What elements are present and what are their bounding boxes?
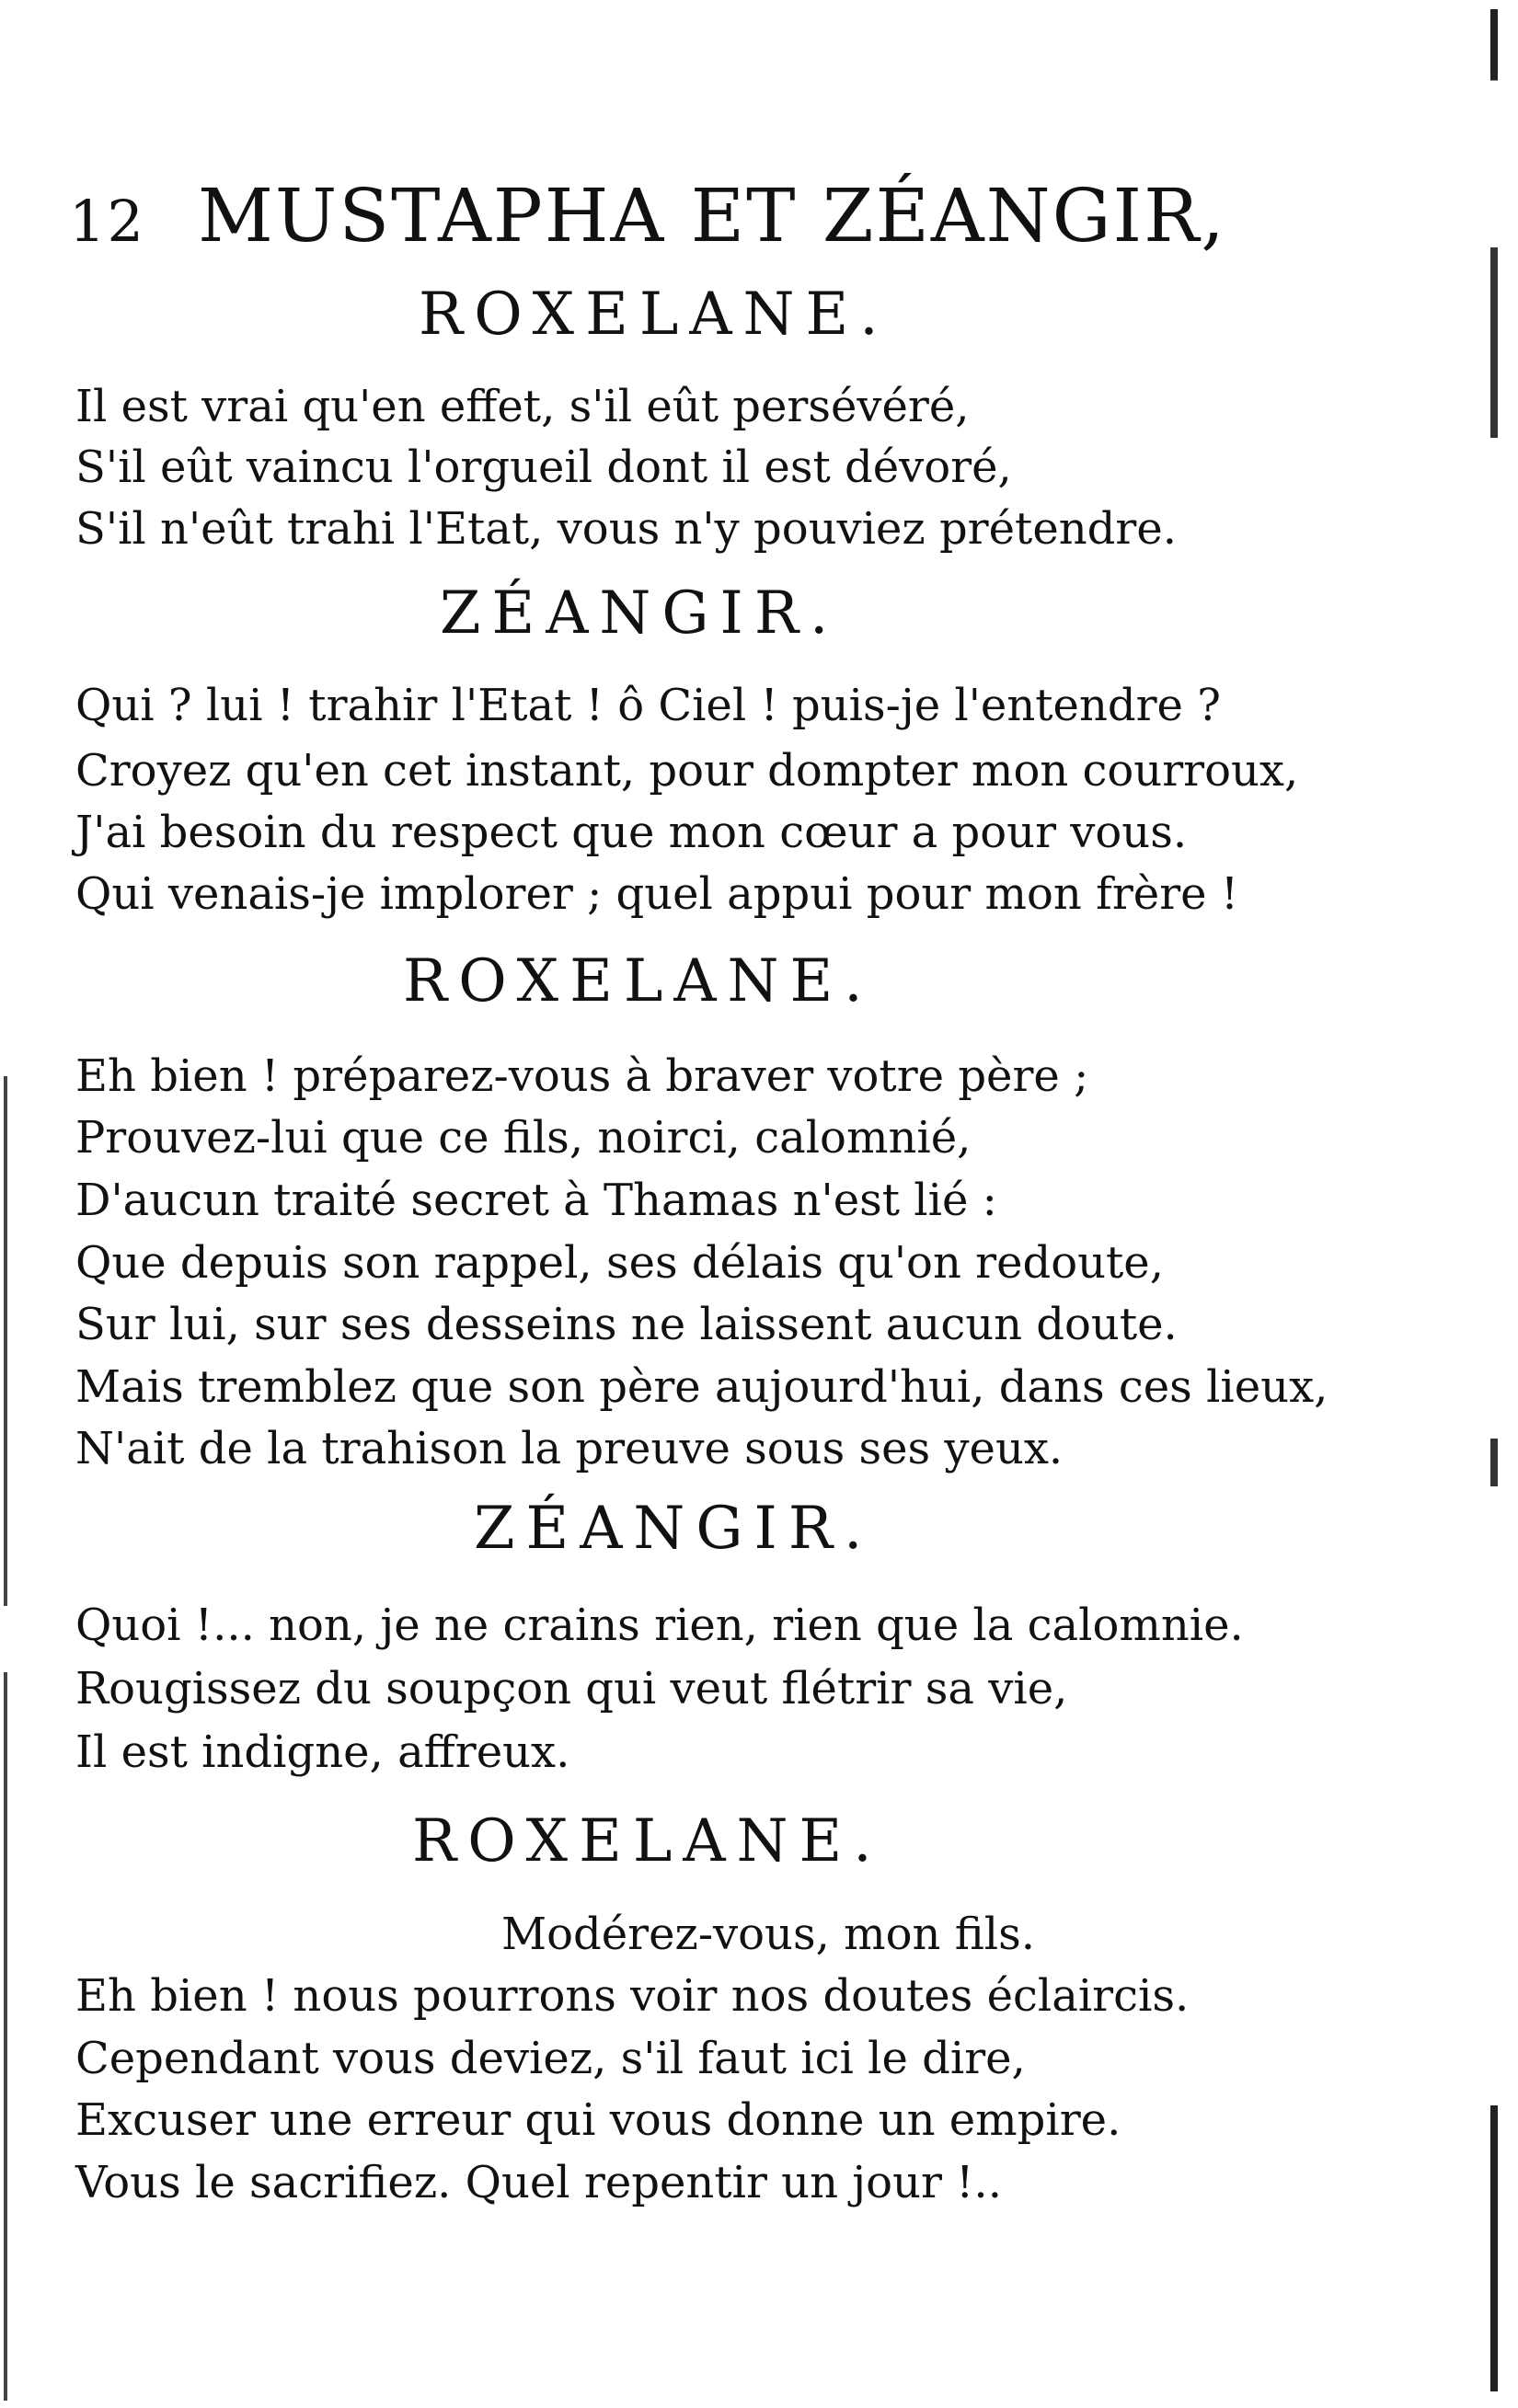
verse-line: J'ai besoin du respect que mon cœur a pour vous. [75, 807, 1188, 858]
verse-line: S'il n'eût trahi l'Etat, vous n'y pouviez prétendre. [75, 503, 1177, 555]
speaker-name: ZÉANGIR. [474, 1495, 874, 1563]
verse-line: Il est vrai qu'en effet, s'il eût persévéré, [75, 381, 970, 432]
verse-line: Qui ? lui ! trahir l'Etat ! ô Ciel ! puis-je l'entendre ? [75, 680, 1221, 731]
verse-line: Prouvez-lui que ce fils, noirci, calomnié, [75, 1112, 972, 1164]
verse-line: Que depuis son rappel, ses délais qu'on redoute, [75, 1237, 1164, 1289]
speaker-name: ZÉANGIR. [440, 579, 840, 648]
verse-line: Quoi !... non, je ne crains rien, rien que la calomnie. [75, 1600, 1244, 1651]
running-head [69, 170, 1226, 262]
speaker-name: ROXELANE. [403, 947, 874, 1015]
verse-line: Qui venais-je implorer ; quel appui pour mon frère ! [75, 868, 1239, 920]
verse-line: Vous le sacrifiez. Quel repentir un jour !.. [75, 2157, 1002, 2208]
scan-edge-left [4, 1076, 7, 2401]
verse-line: S'il eût vaincu l'orgueil dont il est dévoré, [75, 441, 1012, 493]
verse-line: Rougissez du soupçon qui veut flétrir sa vie, [75, 1663, 1068, 1714]
verse-line: D'aucun traité secret à Thamas n'est lié : [75, 1175, 997, 1226]
verse-line: Il est indigne, affreux. [75, 1726, 570, 1778]
scan-edge-right [1490, 9, 1498, 2391]
speaker-name: ROXELANE. [412, 1807, 883, 1875]
verse-line: Eh bien ! nous pourrons voir nos doutes éclaircis. [75, 1970, 1190, 2022]
page-number: 12 [69, 188, 145, 255]
speaker-name: ROXELANE. [419, 281, 890, 349]
verse-line: N'ait de la trahison la preuve sous ses yeux. [75, 1423, 1064, 1474]
verse-line: Sur lui, sur ses desseins ne laissent aucun doute. [75, 1299, 1178, 1350]
page-title: MUSTAPHA ET ZÉANGIR, [198, 173, 1226, 258]
verse-line: Modérez-vous, mon fils. [501, 1909, 1035, 1960]
verse-line: Croyez qu'en cet instant, pour dompter mon courroux, [75, 745, 1299, 797]
verse-line: Cependant vous deviez, s'il faut ici le dire, [75, 2033, 1026, 2084]
verse-line: Excuser une erreur qui vous donne un empire. [75, 2094, 1121, 2146]
verse-line: Eh bien ! préparez-vous à braver votre père ; [75, 1050, 1089, 1102]
verse-line: Mais tremblez que son père aujourd'hui, dans ces lieux, [75, 1361, 1328, 1413]
